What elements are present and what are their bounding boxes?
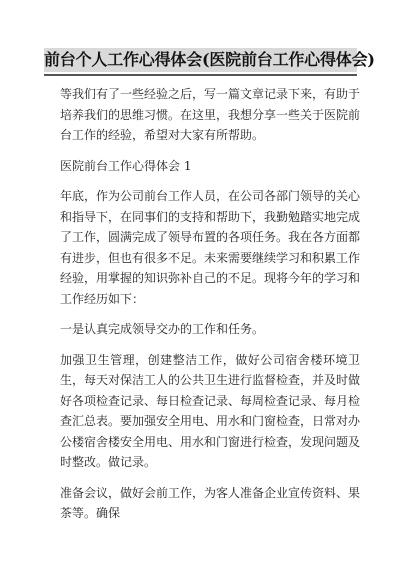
title-highlight (44, 48, 375, 72)
body-paragraph: 加强卫生管理，创建整洁工作，做好公司宿舍楼环境卫生，每天对保洁工人的公共卫生进行监督检查，并及时做好各项检查记录、每日检查记录、每周检查记录、每月检查汇总表。要加强安全用电、用水和门窗检查，日常对办公楼宿舍楼安全用电、用水和门窗进行检查，发现问题及时整改。做记录。 (60, 352, 361, 469)
body-paragraph: 准备会议，做好会前工作，为客人准备企业宣传资料、果茶等。确保 (60, 485, 361, 520)
body-paragraph: 一是认真完成领导交办的工作和任务。 (60, 322, 265, 336)
document-body (60, 84, 360, 534)
title-underline (44, 74, 357, 76)
body-paragraph: 年底，作为公司前台工作人员，在公司各部门领导的关心和指导下，在同事们的支持和帮助下，我勤勉踏实地完成了工作，圆满完成了领导布置的各项任务。我在各方面都有进步，但也有很多不足。未来需要继续学习和积累工作经验，用掌握的知识弥补自己的不足。现将今年的学习和工作经历如下： (60, 189, 361, 306)
section-heading: 医院前台工作心得体会 1 (60, 158, 192, 173)
document-title: 前台个人工作心得体会(医院前台工作心得体会) (44, 50, 375, 69)
intro-paragraph: 等我们有了一些经验之后，写一篇文章记录下来，有助于培养我们的思维习惯。在这里，我想分享一些关于医院前台工作的经验，希望对大家有所帮助。 (60, 87, 361, 142)
